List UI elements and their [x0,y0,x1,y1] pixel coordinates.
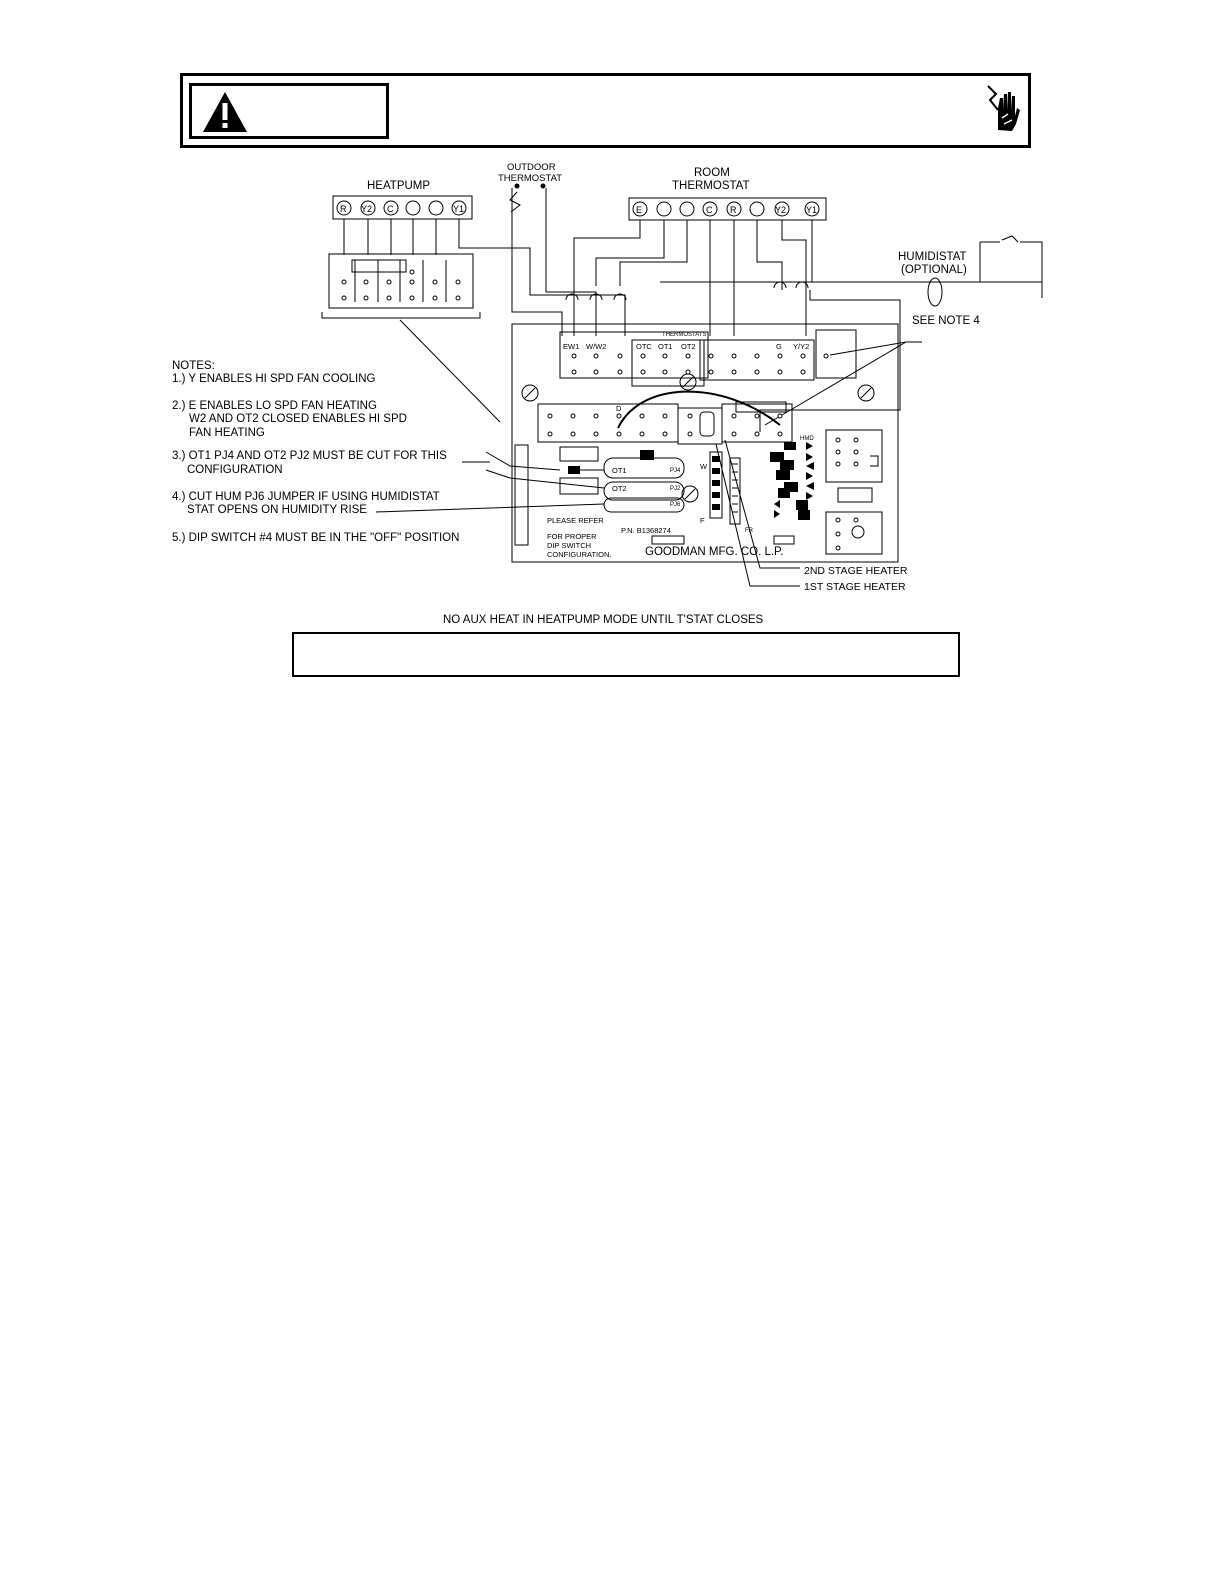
board-pj6-label: PJ6 [670,502,681,508]
board-terminal-G: G [776,342,782,351]
room-terminal-E: E [636,205,643,215]
thermostats-label: THERMOSTATS [662,332,707,338]
board-configuration: CONFIGURATION. [547,550,612,559]
humidistat-line1: HUMIDISTAT [898,251,967,263]
board-terminal-OTC: OTC [636,342,652,351]
board-ot2-label: OT2 [612,484,627,493]
board-pj4-label: PJ4 [670,468,681,474]
room-thermostat-line1: ROOM [694,167,730,179]
note-3a: 3.) OT1 PJ4 AND OT2 PJ2 MUST BE CUT FOR THIS [172,450,447,462]
footer-box [292,632,960,677]
room-thermostat-line2: THERMOSTAT [672,180,750,192]
board-terminal-EW1: EW1 [563,342,580,351]
note-5: 5.) DIP SWITCH #4 MUST BE IN THE "OFF" POSITION [172,532,460,544]
board-terminal-YY2: Y/Y2 [793,342,810,351]
notes-title: NOTES: [172,360,215,372]
note-2b: W2 AND OT2 CLOSED ENABLES HI SPD [189,413,407,425]
heatpump-terminal-Y2: Y2 [361,204,373,214]
board-terminal-OT1: OT1 [658,342,673,351]
board-ot1-label: OT1 [612,466,627,475]
note-3b: CONFIGURATION [187,464,283,476]
heatpump-plug [329,254,473,308]
board-dip-switch: DIP SWITCH [547,541,592,550]
wiring-diagram [0,0,1224,600]
heatpump-terminal-Y1: Y1 [453,204,465,214]
control-board [512,324,898,562]
second-stage-heater-label: 2ND STAGE HEATER [804,565,908,577]
heatpump-terminal-strip [333,196,472,219]
board-please-refer: PLEASE REFER [547,516,604,525]
footer-caption: NO AUX HEAT IN HEATPUMP MODE UNTIL T'STAT CLOSES [443,614,764,626]
outdoor-thermostat-line2: THERMOSTAT [498,173,563,184]
see-note-4: SEE NOTE 4 [912,315,980,327]
note-2a: 2.) E ENABLES LO SPD FAN HEATING [172,400,377,412]
board-f-label: F [700,516,705,525]
first-stage-heater-label: 1ST STAGE HEATER [804,581,906,593]
room-terminal-Y1: Y1 [806,205,818,215]
board-manufacturer: GOODMAN MFG. CO. L.P. [645,546,784,558]
note-4a: 4.) CUT HUM PJ6 JUMPER IF USING HUMIDISTAT [172,491,440,503]
note-1: 1.) Y ENABLES HI SPD FAN COOLING [172,373,376,385]
board-d-label: D [616,404,622,413]
board-part-number: P.N. B1368274 [621,526,671,535]
heatpump-terminal-C: C [387,204,394,214]
board-terminal-WW2: W/W2 [586,342,607,351]
board-w-label: W [700,462,708,471]
humidistat-line2: (OPTIONAL) [901,264,967,276]
note-2c: FAN HEATING [189,427,265,439]
room-terminal-C: C [706,205,713,215]
outdoor-thermostat-line1: OUTDOOR [507,162,556,173]
heatpump-title: HEATPUMP [367,180,431,192]
board-for-proper: FOR PROPER [547,532,597,541]
board-hmd-label: HMD [800,436,814,442]
board-pj2-label: PJ2 [670,486,681,492]
board-terminal-OT2: OT2 [681,342,696,351]
note-4b: STAT OPENS ON HUMIDITY RISE [187,504,367,516]
heatpump-terminal-R: R [340,204,347,214]
board-fr-label: FR [745,528,753,534]
room-terminal-Y2: Y2 [775,205,787,215]
room-terminal-R: R [730,205,737,215]
